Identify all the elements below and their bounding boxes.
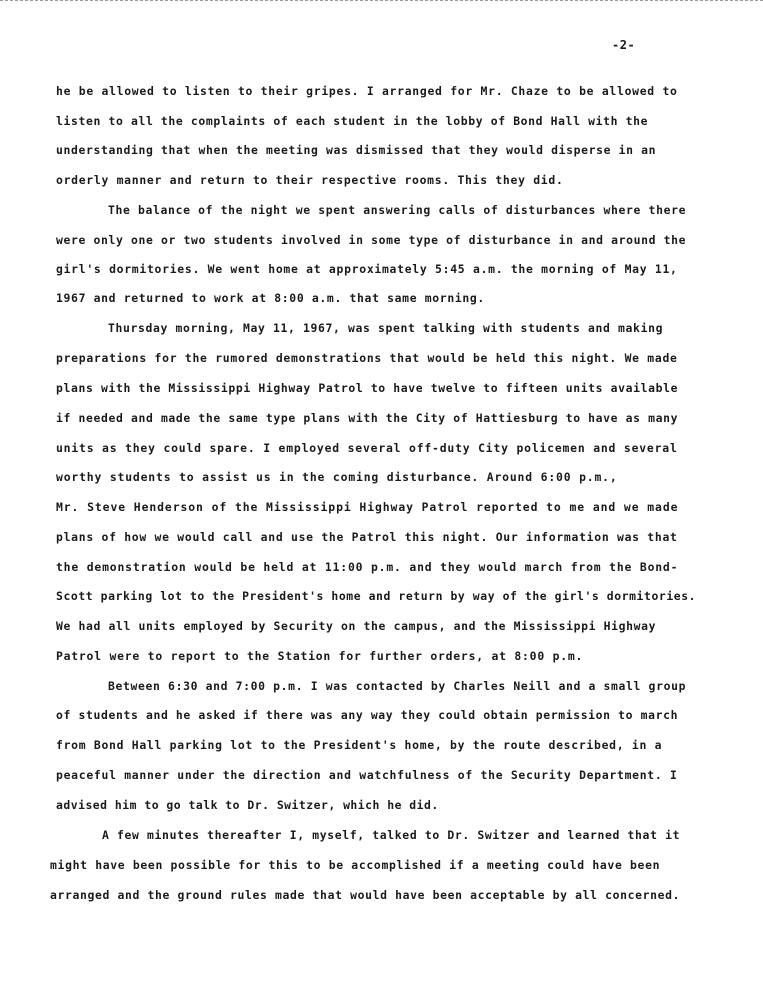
text-line: Scott parking lot to the President's home and return by way of the girl's dormitories. — [56, 589, 697, 603]
text-line: listen to all the complaints of each student in the lobby of Bond Hall with the — [56, 114, 649, 128]
text-line: units as they could spare. I employed several off-duty City policemen and several — [56, 441, 678, 455]
text-line: Between 6:30 and 7:00 p.m. I was contacted by Charles Neill and a small group — [108, 679, 687, 693]
text-line: if needed and made the same type plans with the City of Hattiesburg to have as many — [56, 411, 679, 425]
text-line: the demonstration would be held at 11:00 p.m. and they would march from the Bond- — [56, 560, 679, 574]
text-line: A few minutes thereafter I, myself, talked to Dr. Switzer and learned that it — [102, 828, 681, 842]
text-line: orderly manner and return to their respective rooms. This they did. — [56, 173, 564, 187]
text-line: of students and he asked if there was any way they could obtain permission to march — [56, 708, 679, 722]
text-line: peaceful manner under the direction and watchfulness of the Security Department. I — [56, 768, 678, 782]
text-line: advised him to go talk to Dr. Switzer, which he did. — [56, 798, 439, 812]
text-line: preparations for the rumored demonstrations that would be held this night. We made — [56, 351, 678, 365]
text-line: might have been possible for this to be accomplished if a meeting could have been — [50, 858, 661, 872]
text-line: 1967 and returned to work at 8:00 a.m. that same morning. — [56, 291, 485, 305]
text-line: were only one or two students involved in some type of disturbance in and around the — [56, 233, 687, 247]
text-line: plans of how we would call and use the Patrol this night. Our information was that — [56, 530, 678, 544]
text-line: from Bond Hall parking lot to the President's home, by the route described, in a — [56, 738, 663, 752]
page-number: -2- — [612, 38, 636, 52]
text-line: We had all units employed by Security on the campus, and the Mississippi Highway — [56, 619, 657, 633]
text-line: worthy students to assist us in the coming disturbance. Around 6:00 p.m., — [56, 470, 618, 484]
text-line: Thursday morning, May 11, 1967, was spent talking with students and making — [108, 321, 664, 335]
text-line: Mr. Steve Henderson of the Mississippi Highway Patrol reported to me and we made — [56, 500, 679, 514]
text-line: Patrol were to report to the Station for further orders, at 8:00 p.m. — [56, 649, 584, 663]
text-line: girl's dormitories. We went home at approximately 5:45 a.m. the morning of May 11, — [56, 262, 678, 276]
text-line: The balance of the night we spent answering calls of disturbances where there — [108, 203, 687, 217]
text-line: understanding that when the meeting was dismissed that they would disperse in an — [56, 143, 657, 157]
text-line: he be allowed to listen to their gripes. I arranged for Mr. Chaze to be allowed to — [56, 84, 678, 98]
text-line: plans with the Mississippi Highway Patrol to have twelve to fifteen units available — [56, 381, 679, 395]
text-line: arranged and the ground rules made that would have been acceptable by all concerned. — [50, 888, 681, 902]
